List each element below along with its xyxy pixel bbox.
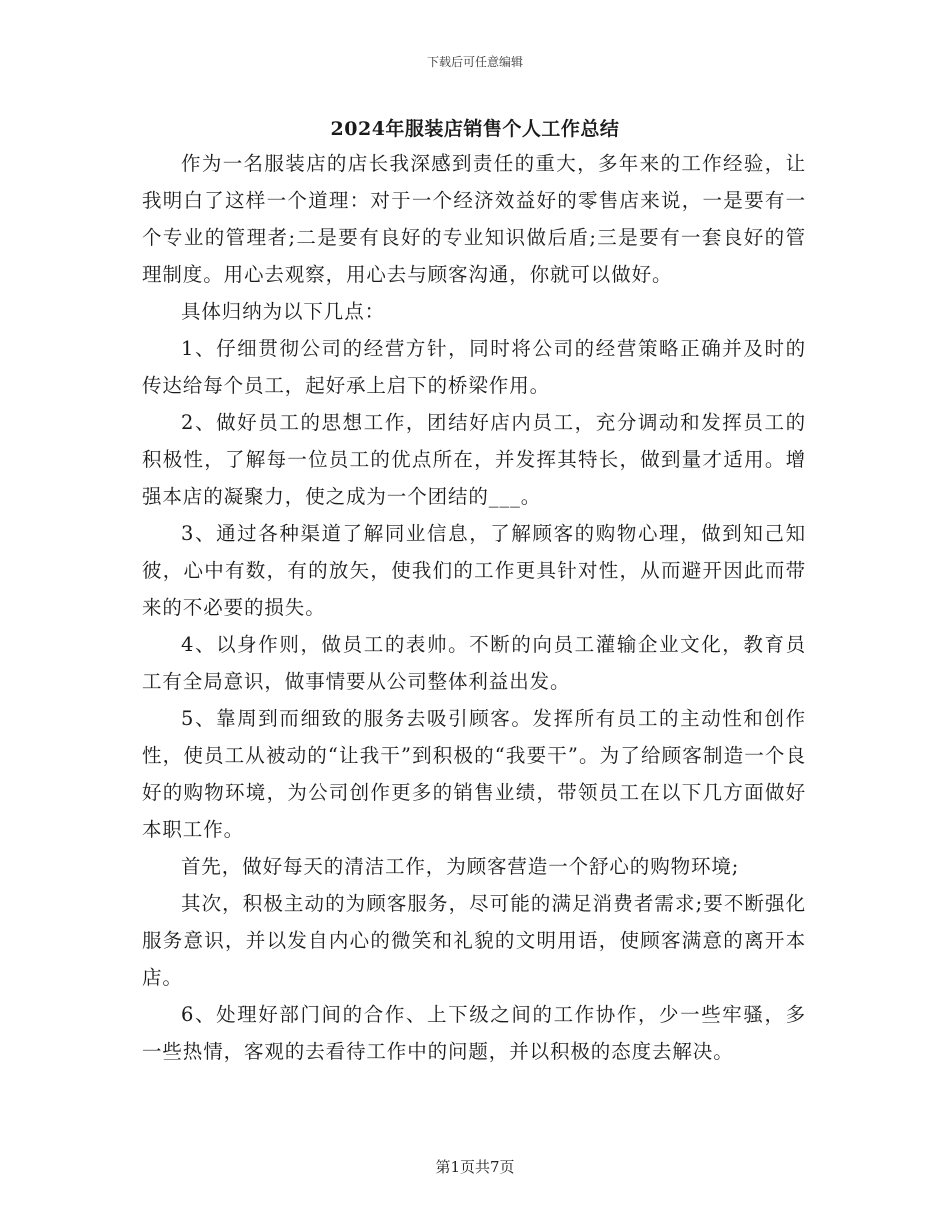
paragraph-point-6: 6、处理好部门间的合作、上下级之间的工作协作，少一些牢骚，多一些热情，客观的去看待工作中的问题，并以积极的态度去解决。 — [142, 1003, 806, 1063]
paragraph-first: 首先，做好每天的清洁工作，为顾客营造一个舒心的购物环境; — [181, 855, 740, 878]
paragraph-point-3: 3、通过各种渠道了解同业信息，了解顾客的购物心理，做到知己知彼，心中有数，有的放矢，使我们的工作更具针对性，从而避开因此而带来的不必要的损失。 — [142, 522, 806, 619]
page-header-note: 下载后可任意编辑 — [426, 55, 523, 69]
paragraph-point-1: 1、仔细贯彻公司的经营方针，同时将公司的经营策略正确并及时的传达给每个员工，起好承上启下的桥梁作用。 — [142, 337, 806, 397]
paragraph-point-4: 4、以身作则，做员工的表帅。不断的向员工灌输企业文化，教育员工有全局意识，做事情要从公司整体利益出发。 — [142, 633, 806, 693]
document-title: 2024年服装店销售个人工作总结 — [330, 118, 620, 140]
page-number-footer: 第1页共7页 — [435, 1158, 515, 1176]
paragraph-intro: 作为一名服装店的店长我深感到责任的重大，多年来的工作经验，让我明白了这样一个道理：对于一个经济效益好的零售店来说，一是要有一个专业的管理者;二是要有良好的专业知识做后盾;三是要有一套良好的管理制度。用心去观察，用心去与顾客沟通，你就可以做好。 — [142, 152, 806, 286]
paragraph-second: 其次，积极主动的为顾客服务，尽可能的满足消费者需求;要不断强化服务意识，并以发自内心的微笑和礼貌的文明用语，使顾客满意的离开本店。 — [142, 892, 806, 989]
document-body — [142, 145, 806, 1070]
paragraph-point-5: 5、靠周到而细致的服务去吸引顾客。发挥所有员工的主动性和创作性，使员工从被动的“让我干”到积极的“我要干”。为了给顾客制造一个良好的购物环境，为公司创作更多的销售业绩，带领员工在以下几方面做好本职工作。 — [142, 707, 806, 841]
paragraph-summary-lead: 具体归纳为以下几点： — [181, 300, 386, 323]
paragraph-point-2: 2、做好员工的思想工作，团结好店内员工，充分调动和发挥员工的积极性，了解每一位员工的优点所在，并发挥其特长，做到量才适用。增强本店的凝聚力，使之成为一个团结的___。 — [142, 411, 806, 508]
